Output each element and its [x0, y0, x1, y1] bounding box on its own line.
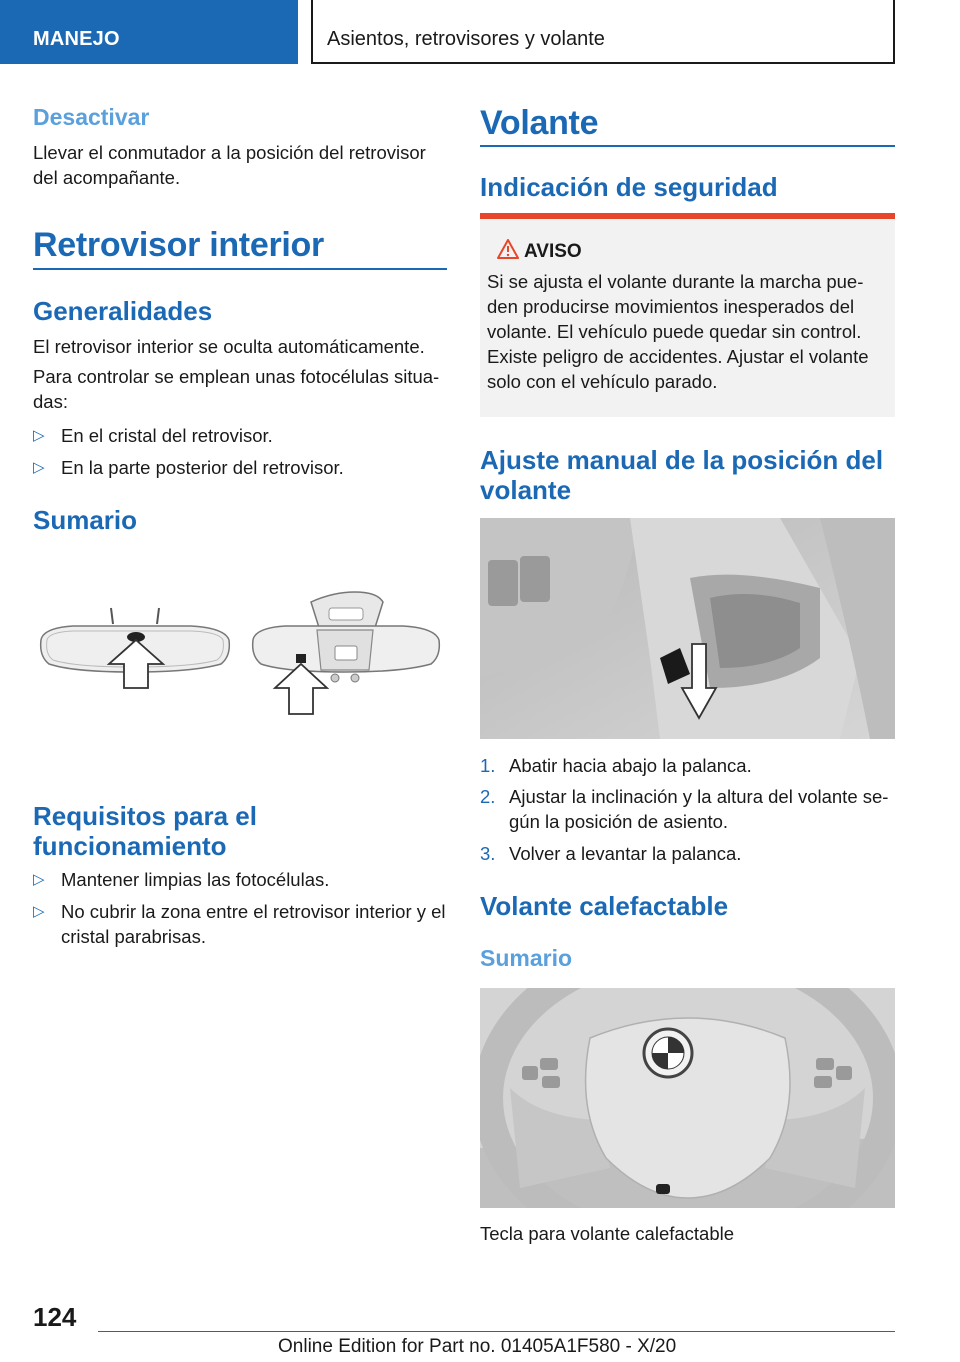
chapter-tab — [311, 0, 895, 64]
list-item: 1. Abatir hacia abajo la palanca. — [480, 755, 752, 776]
bullet-triangle-icon: ▷ — [33, 871, 45, 888]
requisitos-heading: Requisitos para el funcionamiento — [33, 801, 257, 861]
retrovisor-rule — [33, 268, 447, 270]
section-tab — [0, 0, 298, 64]
desactivar-text: Llevar el conmutador a la posición del retrovisor del acompañante. — [33, 142, 426, 188]
list-item: ▷ En el cristal del retrovisor. — [33, 425, 273, 446]
volante-heading: Volante — [480, 104, 599, 142]
volante-rule — [480, 145, 895, 147]
sumario-heading: Sumario — [33, 505, 138, 535]
list-item: 2. Ajustar la inclinación y la altura del volante se-gún la posición de asiento. — [480, 786, 889, 832]
warning-label: AVISO — [524, 241, 582, 262]
mirror-illustration — [33, 588, 447, 733]
footer-rule — [98, 1331, 895, 1332]
retrovisor-heading: Retrovisor interior — [33, 226, 324, 264]
generalidades-heading: Generalidades — [33, 296, 213, 326]
bullet-triangle-icon: ▷ — [33, 903, 45, 920]
desactivar-heading: Desactivar — [33, 104, 150, 130]
list-item: ▷ Mantener limpias las fotocélulas. — [33, 869, 330, 890]
steering-wheel-photo — [480, 988, 895, 1208]
warning-text: Si se ajusta el volante durante la marcha pue-den producirse movimientos inesperados del volante. El vehículo puede quedar sin control. Existe peligro de accidentes. Ajustar el volante solo con el vehículo parado. — [487, 271, 869, 392]
bullet-triangle-icon: ▷ — [33, 427, 45, 444]
generalidades-p2: Para controlar se emplean unas fotocélulas situa-das: — [33, 366, 440, 412]
generalidades-p1: El retrovisor interior se oculta automáticamente. — [33, 336, 425, 357]
ajuste-heading: Ajuste manual de la posición del volante — [480, 445, 884, 505]
list-item: 3. Volver a levantar la palanca. — [480, 843, 742, 864]
edition-note: Online Edition for Part no. 01405A1F580 - X/20 — [278, 1336, 677, 1357]
section-label: MANEJO — [33, 28, 120, 50]
seguridad-heading: Indicación de seguridad — [480, 172, 778, 202]
warning-box — [480, 213, 895, 417]
chapter-label: Asientos, retrovisores y volante — [327, 28, 605, 50]
page-number: 124 — [33, 1302, 77, 1332]
calefactable-heading: Volante calefactable — [480, 891, 729, 921]
list-item: ▷ En la parte posterior del retrovisor. — [33, 457, 344, 478]
list-item: ▷ No cubrir la zona entre el retrovisor interior y el cristal parabrisas. — [33, 901, 446, 947]
calefactable-sumario-heading: Sumario — [480, 945, 573, 971]
steering-lever-photo — [480, 518, 895, 739]
calefactable-caption: Tecla para volante calefactable — [480, 1223, 735, 1244]
warning-triangle-icon — [497, 239, 519, 259]
bullet-triangle-icon: ▷ — [33, 459, 45, 476]
